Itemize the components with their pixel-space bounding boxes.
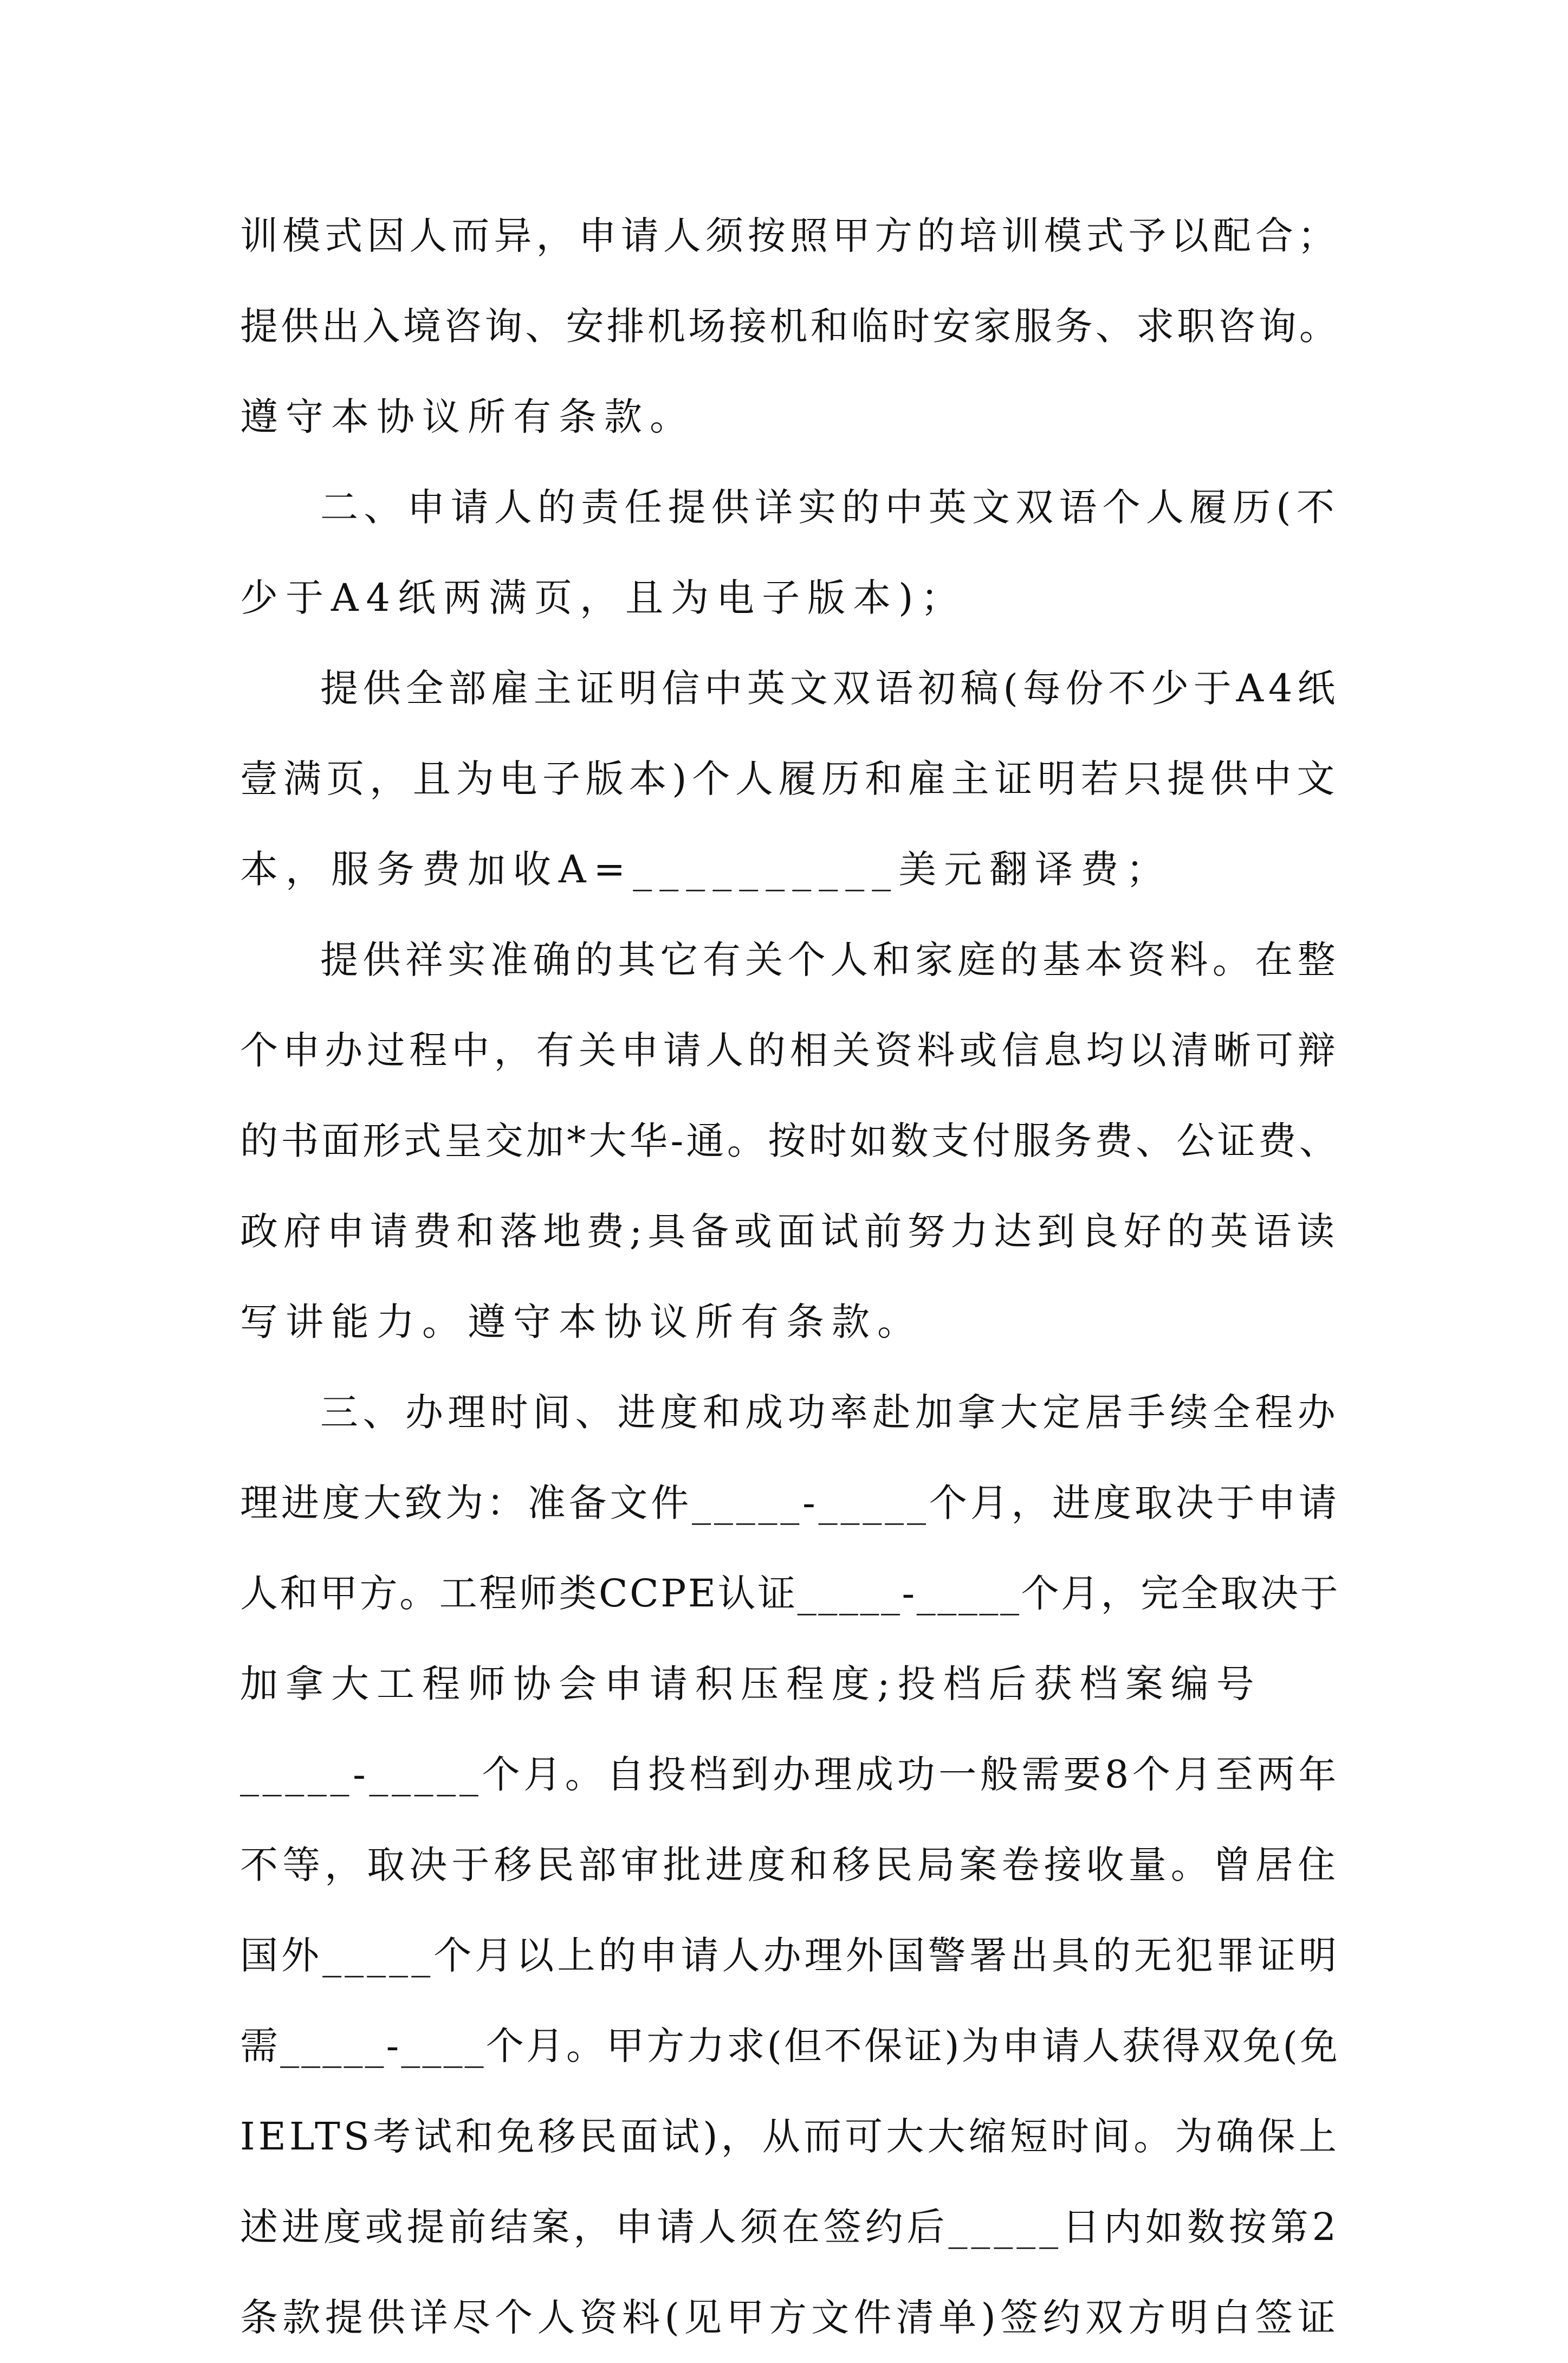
text-line: 少于A4纸两满页，且为电子版本)； [240,576,967,620]
text-line: 二、申请人的责任提供详实的中英文双语个人履历(不 [320,485,1340,530]
text-line: 遵守本协议所有条款。 [240,395,695,439]
text-line: 政府申请费和落地费;具备或面试前努力达到良好的英语读 [240,1209,1340,1254]
document-body [240,191,1340,2363]
text-line: 训模式因人而异，申请人须按照甲方的培训模式予以配合； [240,214,1340,258]
text-line: 壹满页，且为电子版本)个人履历和雇主证明若只提供中文 [240,757,1340,801]
text-line: 述进度或提前结案，申请人须在签约后_____日内如数按第2 [240,2205,1340,2249]
text-line: _____-_____个月。自投档到办理成功一般需要8个月至两年 [240,1752,1340,1797]
text-line: 加拿大工程师协会申请积压程度;投档后获档案编号 [240,1662,1262,1706]
text-line: 本，服务费加收A=__________美元翻译费； [240,847,1172,892]
text-line: 人和甲方。工程师类CCPE认证_____-_____个月，完全取决于 [240,1571,1340,1616]
text-line: 条款提供详尽个人资料(见甲方文件清单)签约双方明白签证 [240,2295,1340,2340]
text-line: 提供全部雇主证明信中英文双语初稿(每份不少于A4纸 [320,666,1340,711]
text-line: 不等，取决于移民部审批进度和移民局案卷接收量。曾居住 [240,1843,1340,1887]
text-line: 的书面形式呈交加*大华-通。按时如数支付服务费、公证费、 [240,1119,1340,1163]
text-line: 国外_____个月以上的申请人办理外国警署出具的无犯罪证明 [240,1933,1340,1978]
text-line: 提供祥实准确的其它有关个人和家庭的基本资料。在整 [320,938,1340,982]
text-line: 提供出入境咨询、安排机场接机和临时安家服务、求职咨询。 [240,304,1340,348]
text-line: 个申办过程中，有关申请人的相关资料或信息均以清晰可辩 [240,1028,1340,1073]
text-line: IELTS考试和免移民面试)，从而可大大缩短时间。为确保上 [240,2114,1340,2159]
text-line: 三、办理时间、进度和成功率赴加拿大定居手续全程办 [320,1390,1340,1435]
text-line: 写讲能力。遵守本协议所有条款。 [240,1300,923,1344]
text-line: 理进度大致为：准备文件_____-_____个月，进度取决于申请 [240,1481,1340,1525]
text-line: 需_____-____个月。甲方力求(但不保证)为申请人获得双免(免 [240,2024,1340,2068]
